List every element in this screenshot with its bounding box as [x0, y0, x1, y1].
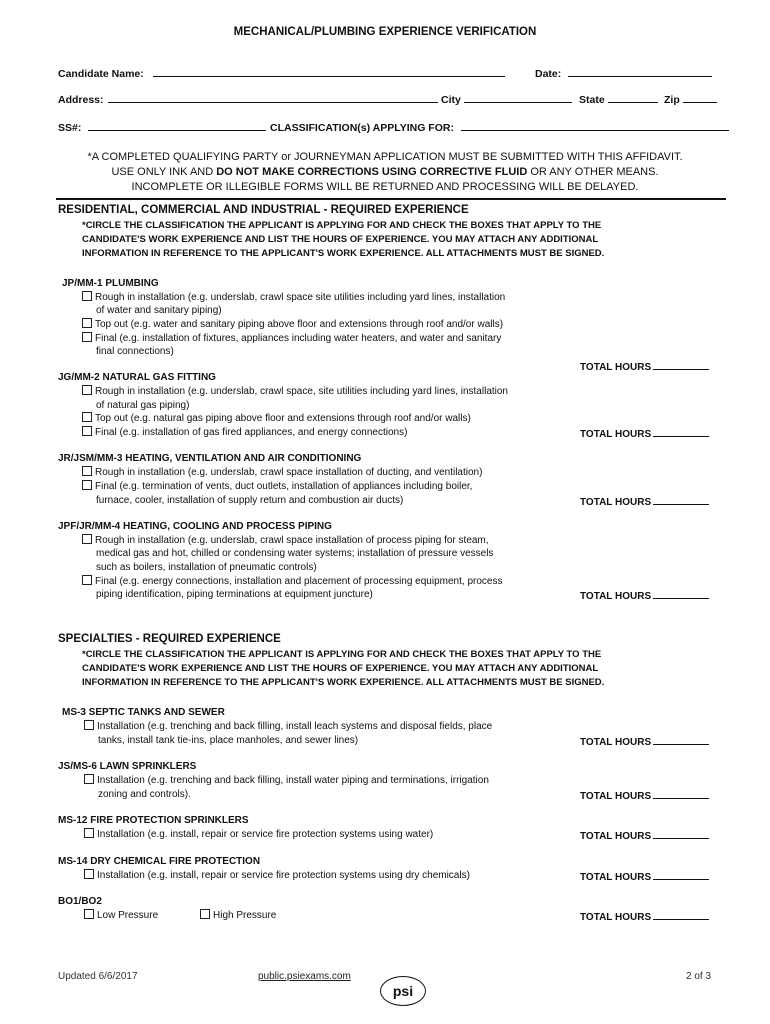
- ss-field[interactable]: [58, 120, 266, 136]
- category-hvac-title: JR/JSM/MM-3 HEATING, VENTILATION AND AIR CONDITIONING: [58, 453, 362, 464]
- total-hours-gas[interactable]: [580, 426, 709, 442]
- city-line[interactable]: [464, 92, 572, 103]
- specialties-title: SPECIALTIES - REQUIRED EXPERIENCE: [58, 633, 281, 645]
- option-continuation: piping identification, piping terminations at equipment juncture): [96, 589, 373, 600]
- checkbox[interactable]: [82, 318, 92, 328]
- category-septic-title: MS-3 SEPTIC TANKS AND SEWER: [62, 707, 225, 718]
- fire-sprinkler-installation-option[interactable]: [84, 828, 433, 842]
- checkbox[interactable]: [82, 332, 92, 342]
- checkbox[interactable]: [200, 909, 210, 919]
- footer-updated-date: Updated 6/6/2017: [58, 971, 138, 982]
- option-label: Installation (e.g. trenching and back filling, install leach systems and disposal fields, place: [97, 721, 493, 732]
- dry-chemical-installation-option[interactable]: [84, 869, 470, 883]
- gas-top-out-option[interactable]: [82, 412, 471, 426]
- hvac-rough-in-option[interactable]: [82, 466, 482, 480]
- lawn-sprinkler-installation-option[interactable]: [84, 774, 489, 788]
- checkbox[interactable]: [82, 412, 92, 422]
- checkbox[interactable]: [84, 828, 94, 838]
- plumbing-top-out-option[interactable]: [82, 318, 503, 332]
- option-label: Final (e.g. installation of gas fired appliances, and energy connections): [95, 427, 408, 438]
- checkbox[interactable]: [82, 534, 92, 544]
- option-continuation: such as boilers, installation of pneumatic controls): [96, 562, 317, 573]
- checkbox[interactable]: [82, 480, 92, 490]
- total-hours-label: TOTAL HOURS: [580, 872, 652, 883]
- ss-label: SS#:: [58, 122, 82, 134]
- specialties-instruction-3: INFORMATION IN REFERENCE TO THE APPLICANT'S WORK EXPERIENCE. ALL ATTACHMENTS MUST BE SIGNED.: [82, 677, 605, 688]
- checkbox[interactable]: [82, 575, 92, 585]
- gas-rough-in-option[interactable]: [82, 385, 508, 399]
- category-process-piping-title: JPF/JR/MM-4 HEATING, COOLING AND PROCESS PIPING: [58, 521, 332, 532]
- total-hours-line[interactable]: [653, 828, 709, 839]
- option-label: High Pressure: [213, 910, 277, 921]
- footer-page-number: 2 of 3: [686, 971, 712, 982]
- option-label: Top out (e.g. water and sanitary piping above floor and extensions through roof and/or walls): [95, 319, 504, 330]
- total-hours-boiler[interactable]: [580, 909, 709, 925]
- checkbox[interactable]: [84, 774, 94, 784]
- total-hours-label: TOTAL HOURS: [580, 591, 652, 602]
- zip-field[interactable]: [664, 92, 717, 108]
- specialties-instruction-2: CANDIDATE'S WORK EXPERIENCE AND LIST THE HOURS OF EXPERIENCE. YOU MAY ATTACH ANY ADDITIONAL: [82, 663, 599, 674]
- total-hours-label: TOTAL HOURS: [580, 791, 652, 802]
- total-hours-line[interactable]: [653, 588, 709, 599]
- option-continuation: of water and sanitary piping): [96, 305, 222, 316]
- city-field[interactable]: [441, 92, 572, 108]
- specialties-instruction-1: *CIRCLE THE CLASSIFICATION THE APPLICANT IS APPLYING FOR AND CHECK THE BOXES THAT APPLY TO THE: [82, 649, 602, 660]
- notice-line-2-post: OR ANY OTHER MEANS.: [527, 166, 659, 178]
- total-hours-dry-chemical[interactable]: [580, 869, 709, 885]
- notice-line-3: INCOMPLETE OR ILLEGIBLE FORMS WILL BE RETURNED AND PROCESSING WILL BE DELAYED.: [131, 181, 639, 193]
- date-field[interactable]: [535, 66, 712, 82]
- date-line[interactable]: [568, 66, 712, 77]
- high-pressure-option[interactable]: [200, 909, 276, 923]
- plumbing-final-option[interactable]: [82, 332, 501, 346]
- septic-installation-option[interactable]: [84, 720, 492, 734]
- ss-line[interactable]: [88, 120, 266, 131]
- total-hours-line[interactable]: [653, 788, 709, 799]
- zip-label: Zip: [664, 94, 680, 106]
- category-fire-sprinklers-title: MS-12 FIRE PROTECTION SPRINKLERS: [58, 815, 249, 826]
- option-label: Installation (e.g. install, repair or service fire protection systems using dry chemicals): [97, 870, 470, 881]
- zip-line[interactable]: [683, 92, 717, 103]
- checkbox[interactable]: [82, 426, 92, 436]
- total-hours-plumbing[interactable]: [580, 359, 709, 375]
- option-label: Final (e.g. energy connections, installation and placement of processing equipment, process: [95, 576, 503, 587]
- category-dry-chemical-title: MS-14 DRY CHEMICAL FIRE PROTECTION: [58, 856, 261, 867]
- checkbox[interactable]: [84, 909, 94, 919]
- category-lawn-sprinklers-title: JS/MS-6 LAWN SPRINKLERS: [58, 761, 197, 772]
- gas-final-option[interactable]: [82, 426, 407, 440]
- psi-logo: psi: [380, 976, 426, 1006]
- page-title: MECHANICAL/PLUMBING EXPERIENCE VERIFICATION: [233, 26, 537, 38]
- total-hours-line[interactable]: [653, 426, 709, 437]
- total-hours-septic[interactable]: [580, 734, 709, 750]
- candidate-name-line[interactable]: [153, 66, 505, 77]
- total-hours-line[interactable]: [653, 734, 709, 745]
- total-hours-label: TOTAL HOURS: [580, 497, 652, 508]
- checkbox[interactable]: [84, 720, 94, 730]
- residential-instruction-3: INFORMATION IN REFERENCE TO THE APPLICANT'S WORK EXPERIENCE. ALL ATTACHMENTS MUST BE SIGNED.: [82, 248, 605, 259]
- option-continuation: furnace, cooler, installation of supply return and combustion air ducts): [96, 495, 404, 506]
- option-label: Installation (e.g. install, repair or service fire protection systems using water): [97, 829, 434, 840]
- option-continuation: tanks, install tank tie-ins, place manholes, and sewer lines): [98, 735, 359, 746]
- total-hours-hvac[interactable]: [580, 494, 709, 510]
- total-hours-label: TOTAL HOURS: [580, 737, 652, 748]
- residential-title: RESIDENTIAL, COMMERCIAL AND INDUSTRIAL - REQUIRED EXPERIENCE: [58, 204, 469, 216]
- residential-instruction-1: *CIRCLE THE CLASSIFICATION THE APPLICANT IS APPLYING FOR AND CHECK THE BOXES THAT APPLY TO THE: [82, 220, 602, 231]
- hvac-final-option[interactable]: [82, 480, 472, 494]
- checkbox[interactable]: [84, 869, 94, 879]
- option-label: Final (e.g. termination of vents, duct outlets, installation of appliances including boiler,: [95, 481, 473, 492]
- notice-line-2-bold: DO NOT MAKE CORRECTIONS USING CORRECTIVE FLUID: [216, 166, 528, 178]
- total-hours-line[interactable]: [653, 359, 709, 370]
- option-label: Rough in installation (e.g. underslab, crawl space site utilities including yard lines, installation: [95, 292, 506, 303]
- residential-instruction-2: CANDIDATE'S WORK EXPERIENCE AND LIST THE HOURS OF EXPERIENCE. YOU MAY ATTACH ANY ADDITIONAL: [82, 234, 599, 245]
- notice-line-2: [0, 165, 770, 180]
- category-gas-title: JG/MM-2 NATURAL GAS FITTING: [58, 372, 216, 383]
- checkbox[interactable]: [82, 291, 92, 301]
- option-label: Installation (e.g. trenching and back filling, install water piping and terminations, irrigation: [97, 775, 489, 786]
- total-hours-fire-sprinklers[interactable]: [580, 828, 709, 844]
- option-label: Rough in installation (e.g. underslab, crawl space installation of ducting, and ventilation): [95, 467, 483, 478]
- notice-line-1: *A COMPLETED QUALIFYING PARTY or JOURNEYMAN APPLICATION MUST BE SUBMITTED WITH THIS AFFIDAVIT.: [87, 151, 683, 163]
- total-hours-label: TOTAL HOURS: [580, 362, 652, 373]
- total-hours-line[interactable]: [653, 869, 709, 880]
- notice-line-2-pre: USE ONLY INK AND: [111, 166, 217, 178]
- low-pressure-option[interactable]: [84, 909, 158, 923]
- address-label: Address:: [58, 94, 104, 106]
- option-continuation: medical gas and hot, chilled or condensing water systems; installation of pressure vessels: [96, 548, 494, 559]
- classification-line[interactable]: [461, 120, 729, 131]
- option-label: Rough in installation (e.g. underslab, crawl space installation of process piping for steam,: [95, 535, 489, 546]
- total-hours-label: TOTAL HOURS: [580, 429, 652, 440]
- plumbing-rough-in-option[interactable]: [82, 291, 505, 305]
- option-continuation: final connections): [96, 346, 174, 357]
- option-continuation: zoning and controls).: [98, 789, 191, 800]
- divider: [56, 198, 726, 200]
- total-hours-label: TOTAL HOURS: [580, 831, 652, 842]
- total-hours-lawn-sprinklers[interactable]: [580, 788, 709, 804]
- state-field[interactable]: [579, 92, 658, 108]
- classification-field[interactable]: [270, 120, 729, 136]
- piping-final-option[interactable]: [82, 575, 502, 589]
- classification-label: CLASSIFICATION(s) APPLYING FOR:: [270, 122, 454, 134]
- city-label: City: [441, 94, 461, 106]
- option-label: Top out (e.g. natural gas piping above floor and extensions through roof and/or walls): [95, 413, 471, 424]
- checkbox[interactable]: [82, 385, 92, 395]
- candidate-name-label: Candidate Name:: [58, 68, 144, 80]
- total-hours-process-piping[interactable]: [580, 588, 709, 604]
- option-label: Final (e.g. installation of fixtures, appliances including water heaters, and water and sanitary: [95, 333, 502, 344]
- total-hours-line[interactable]: [653, 494, 709, 505]
- category-plumbing-title: JP/MM-1 PLUMBING: [62, 278, 159, 289]
- total-hours-label: TOTAL HOURS: [580, 912, 652, 923]
- option-continuation: of natural gas piping): [96, 400, 190, 411]
- option-label: Rough in installation (e.g. underslab, crawl space, site utilities including yard lines, installation: [95, 386, 508, 397]
- state-label: State: [579, 94, 605, 106]
- state-line[interactable]: [608, 92, 658, 103]
- address-line[interactable]: [108, 92, 438, 103]
- footer-website-link[interactable]: public.psiexams.com: [258, 971, 351, 982]
- total-hours-line[interactable]: [653, 909, 709, 920]
- address-field[interactable]: [58, 92, 438, 108]
- candidate-name-field[interactable]: [58, 66, 505, 82]
- piping-rough-in-option[interactable]: [82, 534, 489, 548]
- checkbox[interactable]: [82, 466, 92, 476]
- option-label: Low Pressure: [97, 910, 159, 921]
- category-boiler-title: BO1/BO2: [58, 896, 102, 907]
- date-label: Date:: [535, 68, 562, 80]
